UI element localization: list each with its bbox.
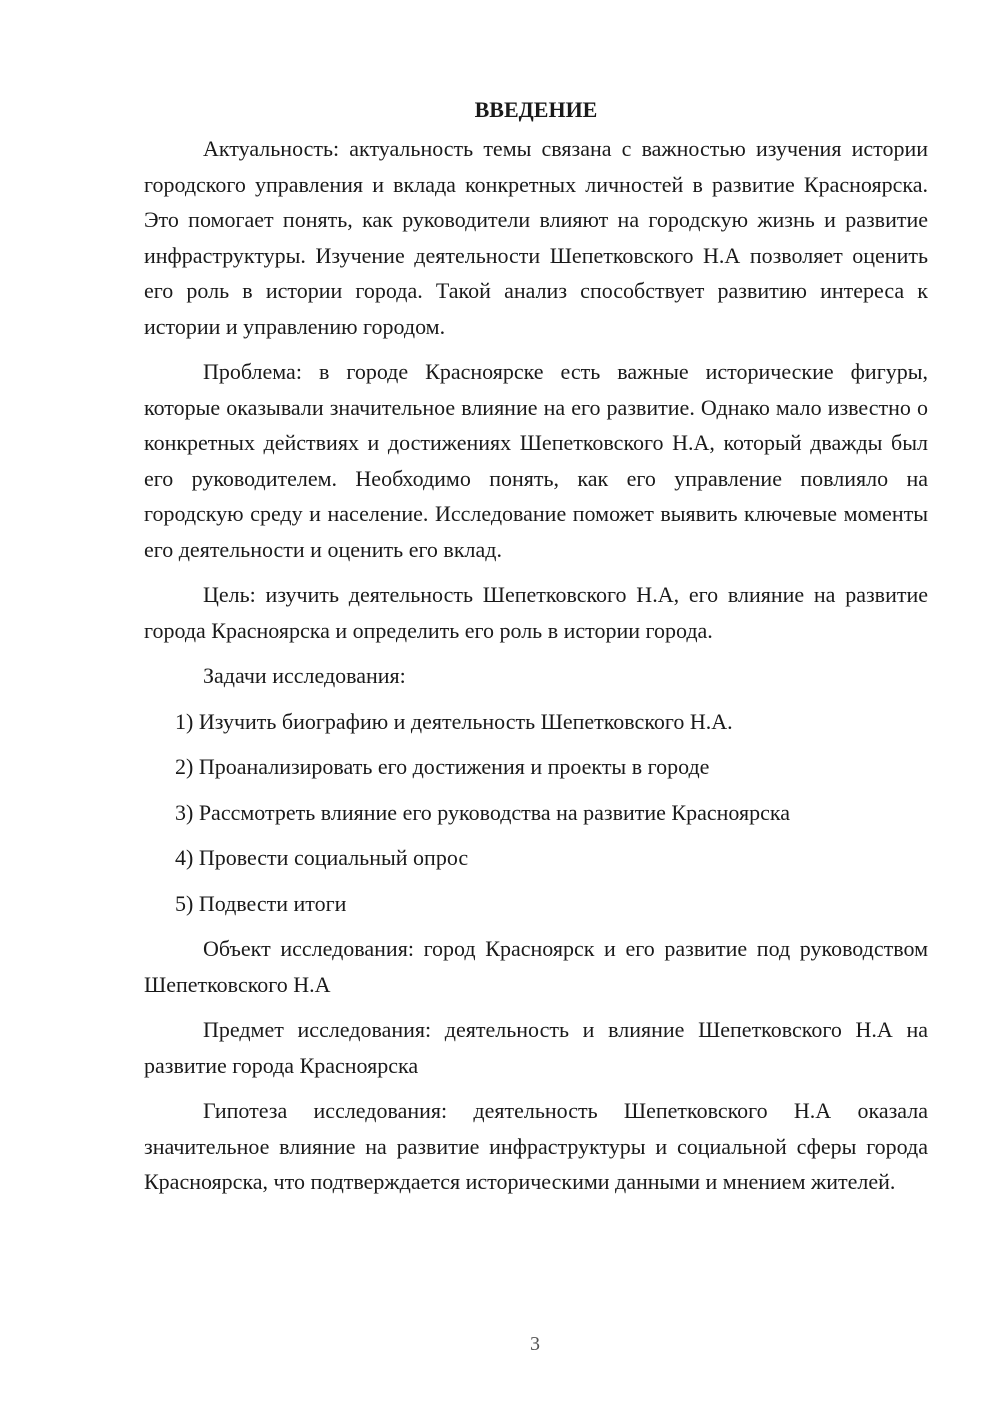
document-page [144, 92, 928, 1210]
problem-paragraph: Проблема: в городе Красноярске есть важные исторические фигуры, которые оказывали значительное влияние на его развитие. Однако мало известно о конкретных действиях и достижениях Шепетковского Н.А, который дважды был его руководителем. Необходимо понять, как его управление повлияло на городскую среду и население. Исследование поможет выявить ключевые моменты его деятельности и оценить его вклад. [144, 359, 928, 562]
tasks-list [144, 704, 928, 922]
list-item: 5) Подвести итоги [175, 890, 347, 916]
list-item: 3) Рассмотреть влияние его руководства на развитие Красноярска [175, 799, 790, 825]
list-item: 1) Изучить биографию и деятельность Шепетковского Н.А. [175, 708, 733, 734]
page-title: ВВЕДЕНИЕ [474, 97, 598, 122]
hypothesis-paragraph: Гипотеза исследования: деятельность Шепетковского Н.А оказала значительное влияние на развитие инфраструктуры и социальной сферы города Красноярска, что подтверждается историческими данными и мнением жителей. [144, 1098, 928, 1194]
relevance-paragraph: Актуальность: актуальность темы связана с важностью изучения истории городского управления и вклада конкретных личностей в развитие Красноярска. Это помогает понять, как руководители влияют на городскую жизнь и развитие инфраструктуры. Изучение деятельности Шепетковского Н.А позволяет оценить его роль в истории города. Такой анализ способствует развитию интереса к истории и управлению городом. [144, 136, 928, 339]
page-number: 3 [530, 1333, 540, 1355]
list-item: 4) Провести социальный опрос [175, 845, 469, 870]
list-item: 2) Проанализировать его достижения и проекты в городе [175, 754, 710, 779]
object-paragraph: Объект исследования: город Красноярск и его развитие под руководством Шепетковского Н.А [144, 936, 928, 997]
subject-paragraph: Предмет исследования: деятельность и влияние Шепетковского Н.А на развитие города Красноярска [144, 1017, 928, 1078]
tasks-heading: Задачи исследования: [203, 663, 406, 688]
goal-paragraph: Цель: изучить деятельность Шепетковского Н.А, его влияние на развитие города Красноярска и определить его роль в истории города. [144, 582, 928, 643]
